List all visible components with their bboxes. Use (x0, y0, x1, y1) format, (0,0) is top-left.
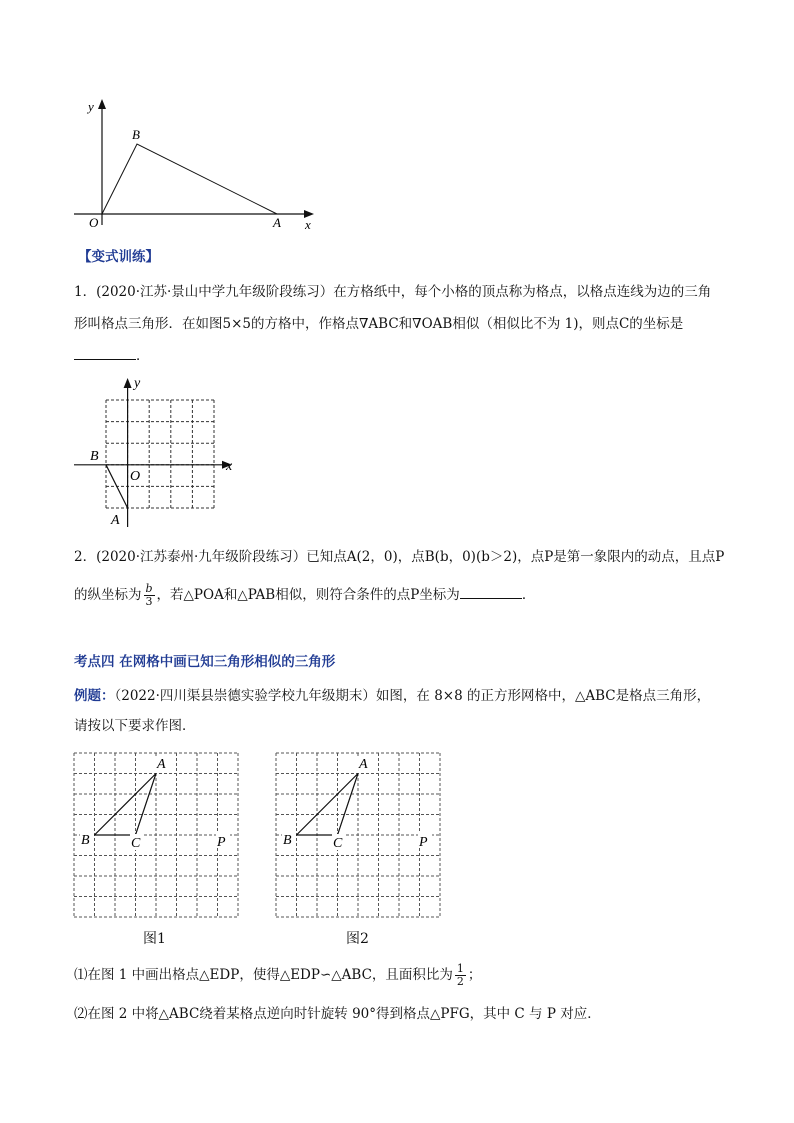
label-p: P (419, 835, 428, 850)
label-y: y (134, 376, 141, 391)
label-c: C (131, 836, 141, 851)
label-b: B (283, 833, 292, 848)
triangle-abc (297, 774, 359, 836)
label-b: B (90, 449, 99, 464)
dashed-grid (106, 400, 214, 508)
triangle-abc (95, 774, 157, 836)
triangle-oab (102, 144, 277, 214)
caption-figure-1: 图1 (143, 931, 166, 947)
figure-oab (70, 95, 320, 235)
label-x: x (226, 459, 233, 474)
y-axis-arrow (98, 99, 106, 109)
label-b: B (132, 127, 140, 142)
part1-text: ⑴在图 1 中画出格点△EDP，使得△EDP∽△ABC，且面积比为 $\frac{1}{2}$ ； (74, 962, 482, 988)
label-o: O (130, 469, 141, 484)
fraction-b-over-3: $\frac{b}{3}$ (145, 582, 153, 608)
section-four-heading: 考点四 在网格中画已知三角形相似的三角形 (74, 654, 336, 670)
label-a: A (111, 513, 120, 528)
y-axis-arrow (124, 378, 132, 388)
figure-q1-grid (70, 372, 250, 532)
label-y: y (88, 99, 94, 114)
label-x: x (305, 217, 311, 232)
caption-figure-2: 图2 (346, 931, 369, 947)
figure-grid-1 (70, 748, 250, 920)
example-line1: 例题：（2022·四川渠县崇德实验学校九年级期末）如图，在 8×8 的正方形网格中，△ABC是格点三角形， (74, 688, 711, 704)
label-a: A (359, 757, 368, 772)
q2-line1: 2．(2020·江苏泰州·九年级阶段练习）已知点A(2，0)，点B(b，0)(b＞2)，点P是第一象限内的动点，且点P (74, 549, 725, 565)
label-p: P (217, 835, 226, 850)
label-c: C (333, 836, 343, 851)
q1-line2: 形叫格点三角形．在如图5×5的方格中，作格点∇ABC和∇OAB相似（相似比不为 1)，则点C的坐标是 (74, 316, 684, 332)
q2-line2: 的纵坐标为 $\frac{b}{3}$ ，若△POA和△PAB相似，则符合条件的点P坐标为 ． (74, 582, 536, 608)
section-variant-heading: 【变式训练】 (78, 249, 159, 265)
q1-line3: ． (74, 345, 150, 366)
answer-blank[interactable] (74, 345, 136, 360)
figure-grid-2 (272, 748, 452, 920)
fraction-one-half: $\frac{1}{2}$ (456, 962, 464, 988)
example-line2: 请按以下要求作图． (74, 718, 196, 734)
label-o: O (89, 215, 99, 230)
label-a: A (157, 757, 166, 772)
q1-line1: 1．(2020·江苏·景山中学九年级阶段练习）在方格纸中，每个小格的顶点称为格点，以格点连线为边的三角 (74, 284, 712, 300)
answer-blank[interactable] (460, 584, 522, 599)
label-b: B (81, 833, 90, 848)
segment-ab (106, 465, 128, 508)
label-a: A (273, 215, 281, 230)
part2-text: ⑵在图 2 中将△ABC绕着某格点逆向时针旋转 90°得到格点△PFG，其中 C 与 P 对应． (74, 1006, 601, 1022)
